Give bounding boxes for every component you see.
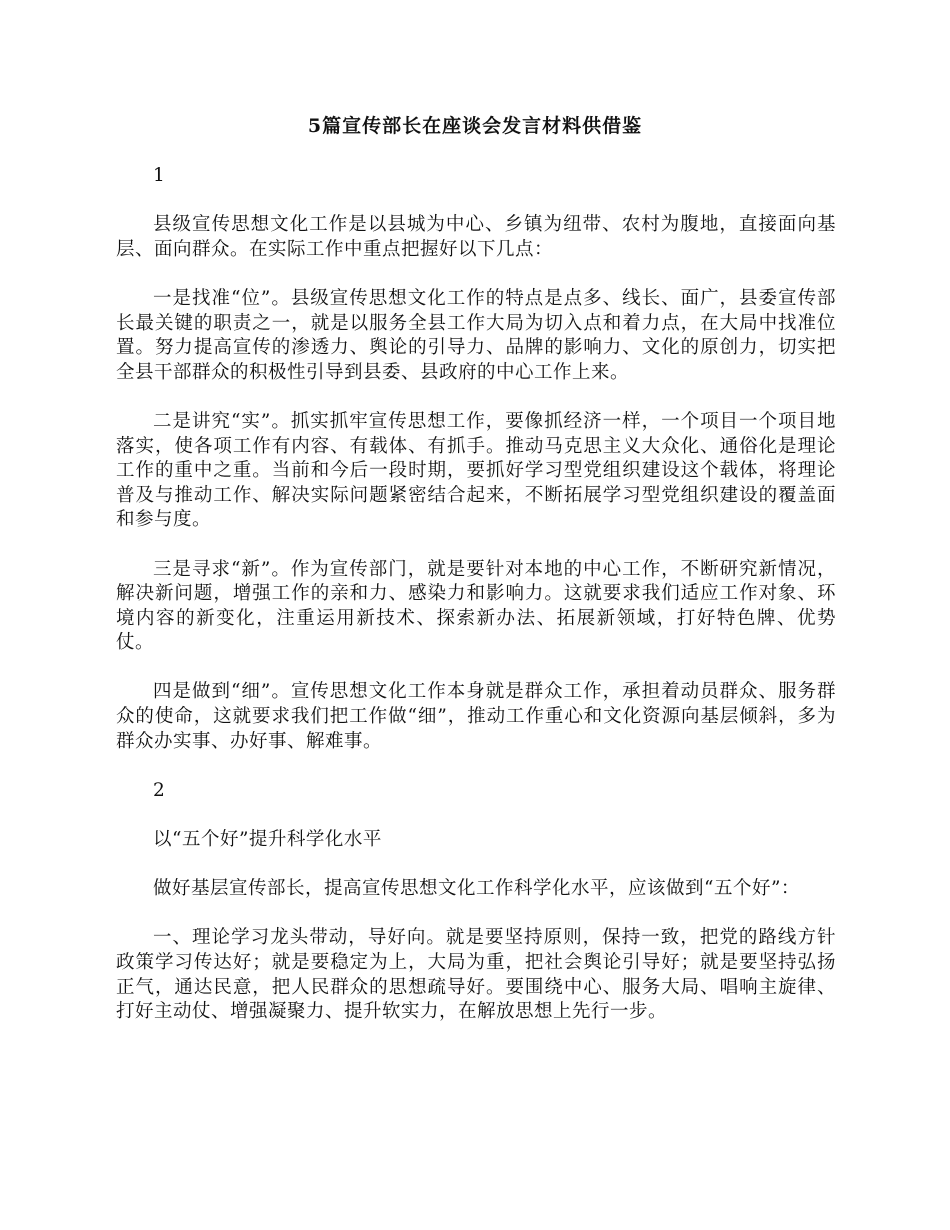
paragraph: 做好基层宣传部长，提高宣传思想文化工作科学化水平，应该做到“五个好”： xyxy=(153,878,800,900)
paragraph: 二是讲究“实”。抓实抓牢宣传思想工作，要像抓经济一样，一个项目一个项目地落实，使各项工作有内容、有载体、有抓手。推动马克思主义大众化、通俗化是理论工作的重中之重。当前和今后一段时期，要抓好学习型党组织建设这个载体，将理论普及与推动工作、解决实际问题紧密结合起来，不断拓展学习型党组织建设的覆盖面和参与度。 xyxy=(116,410,836,531)
paragraph: 三是寻求“新”。作为宣传部门，就是要针对本地的中心工作，不断研究新情况，解决新问题，增强工作的亲和力、感染力和影响力。这就要求我们适应工作对象、环境内容的新变化，注重运用新技术、探索新办法、拓展新领域，打好特色牌、优势仗。 xyxy=(116,558,836,654)
section-number: 2 xyxy=(153,779,166,801)
paragraph: 一、理论学习龙头带动，导好向。就是要坚持原则，保持一致，把党的路线方针政策学习传达好；就是要稳定为上，大局为重，把社会舆论引导好；就是要坚持弘扬正气，通达民意，把人民群众的思想疏导好。要围绕中心、服务大局、唱响主旋律、打好主动仗、增强凝聚力、提升软实力，在解放思想上先行一步。 xyxy=(116,927,836,1023)
document-title: 5篇宣传部长在座谈会发言材料供借鉴 xyxy=(307,115,643,137)
document-body xyxy=(116,164,836,1049)
paragraph: 四是做到“细”。宣传思想文化工作本身就是群众工作，承担着动员群众、服务群众的使命，这就要求我们把工作做“细”，推动工作重心和文化资源向基层倾斜，多为群众办实事、办好事、解难事。 xyxy=(116,681,836,752)
section-number: 1 xyxy=(153,165,166,186)
section-heading: 以“五个好”提升科学化水平 xyxy=(153,829,382,851)
paragraph: 县级宣传思想文化工作是以县城为中心、乡镇为纽带、农村为腹地，直接面向基层、面向群众。在实际工作中重点把握好以下几点： xyxy=(116,214,836,260)
paragraph: 一是找准“位”。县级宣传思想文化工作的特点是点多、线长、面广，县委宣传部长最关键的职责之一，就是以服务全县工作大局为切入点和着力点，在大局中找准位置。努力提高宣传的渗透力、舆论的引导力、品牌的影响力、文化的原创力，切实把全县干部群众的积极性引导到县委、县政府的中心工作上来。 xyxy=(116,287,836,383)
